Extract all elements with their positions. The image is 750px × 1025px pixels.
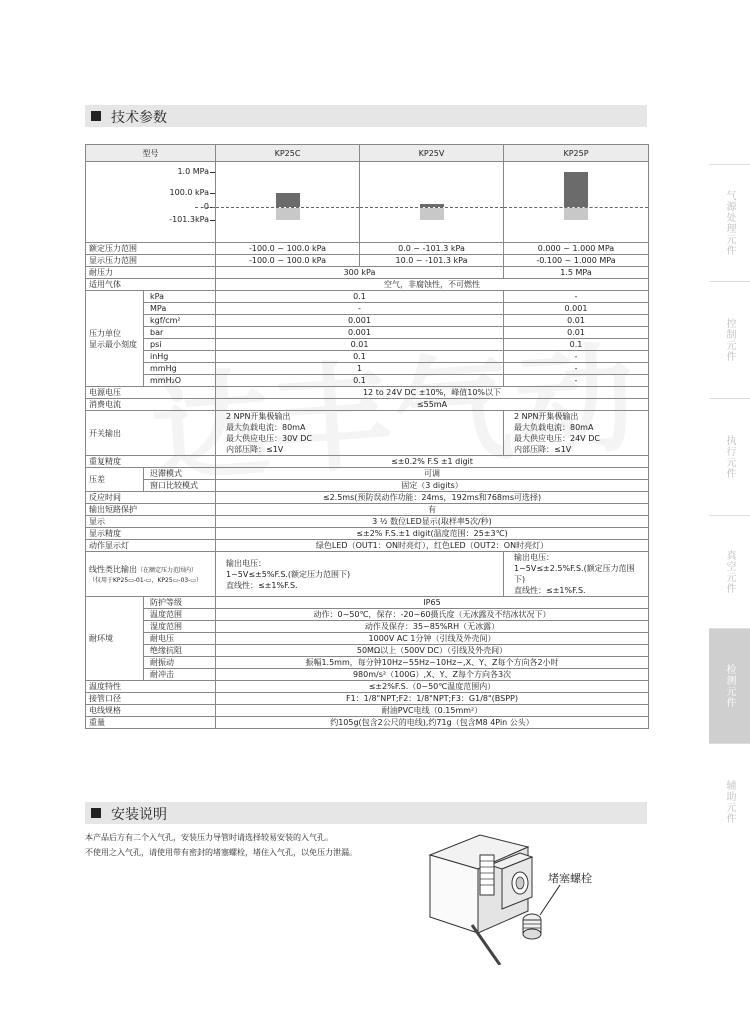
row-label: 额定压力范围: [86, 243, 216, 255]
spec-line: 直线性：≤±1%F.S.: [226, 580, 298, 590]
section-square-icon: [91, 808, 101, 818]
analog-spec-left: [216, 552, 504, 597]
row-label: 电线规格: [86, 705, 216, 717]
side-tab-label: 检测元件: [724, 664, 735, 708]
cell-value: 0.0 ~ -101.3 kPa: [360, 243, 504, 255]
analog-label-note: （在额定压力范围内）: [137, 566, 198, 574]
cell-value: ≤55mA: [216, 399, 649, 411]
cell-value: 3 ½ 数位LED显示(取样率5次/秒): [216, 516, 649, 528]
table-row: [86, 492, 649, 504]
unit-name: kPa: [144, 291, 216, 303]
sub-label: 窗口比较模式: [144, 480, 216, 492]
table-row: [86, 267, 649, 279]
model-header-label: 型号: [86, 145, 216, 162]
cell-value: -: [504, 291, 649, 303]
unit-name: MPa: [144, 303, 216, 315]
table-row: [86, 315, 649, 327]
cell-value: -: [504, 375, 649, 387]
cell-value: 10.0 ~ -101.3 kPa: [360, 255, 504, 267]
axis-label: 100.0 kPa: [169, 188, 209, 197]
cell-value: 1000V AC 1分钟（引线及外壳间）: [216, 633, 649, 645]
sub-label: 温度范围: [144, 609, 216, 621]
callout-line: [540, 885, 560, 915]
row-label: 重量: [86, 717, 216, 729]
row-label: [86, 291, 144, 387]
cell-value: ≤2.5ms(预防误动作功能：24ms，192ms和768ms可选择): [216, 492, 649, 504]
cell-value: 动作：0~50℃，保存：-20~60摄氏度（无冰露及不结冰状况下）: [216, 609, 649, 621]
zero-dashed-line: [195, 207, 215, 208]
cell-value: 固定（3 digits）: [216, 480, 649, 492]
cell-value: 0.01: [216, 339, 504, 351]
table-row: [86, 609, 649, 621]
positive-range-bar: [564, 172, 588, 207]
plug-screw-label: 堵塞螺栓: [548, 872, 592, 885]
table-row: [86, 399, 649, 411]
cell-value: 12 to 24V DC ±10%，峰值10%以下: [216, 387, 649, 399]
cell-value: 空气，非腐蚀性，不可燃性: [216, 279, 649, 291]
side-tab-label: 气源处理元件: [724, 190, 735, 256]
cell-value: F1：1/8"NPT;F2：1/8"NPT;F3：G1/8"(BSPP): [216, 693, 649, 705]
table-row: [86, 645, 649, 657]
side-tab-label: 执行元件: [724, 435, 735, 479]
model-name: KP25P: [504, 145, 649, 162]
sub-label: 绝缘抗阻: [144, 645, 216, 657]
spec-line: 1~5V≤±5%F.S.(额定压力范围下): [226, 569, 351, 579]
install-line: 不使用之入气孔，请使用带有密封的堵塞螺栓，堵住入气孔，以免压力泄漏。: [85, 848, 357, 857]
cell-value: 0.000 ~ 1.000 MPa: [504, 243, 649, 255]
unit-name: mmHg: [144, 363, 216, 375]
row-label: 输出短路保护: [86, 504, 216, 516]
cell-value: 0.01: [504, 315, 649, 327]
sub-label: 迟滞模式: [144, 468, 216, 480]
negative-range-bar: [564, 208, 588, 220]
install-section-title: 安装说明: [111, 807, 167, 823]
unit-label-line: 显示最小刻度: [89, 339, 137, 349]
cell-value: 50MΩ以上（500V DC）（引线及外壳间）: [216, 645, 649, 657]
switch-output-spec-right: [504, 411, 649, 456]
install-section-header: [85, 802, 647, 824]
row-label: 耐压力: [86, 267, 216, 279]
analog-label-main: 线性类比输出: [89, 564, 137, 574]
cell-value: ≤±2% F.S.±1 digit(温度范围：25±3℃): [216, 528, 649, 540]
side-tab-actuator[interactable]: [709, 398, 750, 515]
axis-tick: [210, 220, 216, 221]
table-row: [86, 633, 649, 645]
axis-tick: [210, 193, 216, 194]
spec-line: 2 NPN开集极输出: [514, 412, 579, 421]
axis-tick: [210, 172, 216, 173]
spec-line: 最大供应电压：30V DC: [226, 434, 312, 443]
unit-name: psi: [144, 339, 216, 351]
cell-value: 0.001: [216, 315, 504, 327]
side-tab-label: 真空元件: [724, 550, 735, 594]
switch-output-spec-left: [216, 411, 504, 456]
cell-value: 约105g(包含2公尺的电线),约71g（包含M8 4Pin 公头）: [216, 717, 649, 729]
spec-line: 2 NPN开集极输出: [226, 412, 291, 421]
cell-value: 0.001: [504, 303, 649, 315]
cell-value: 耐油PVC电线（0.15mm²）: [216, 705, 649, 717]
table-row: [86, 621, 649, 633]
table-row: [86, 693, 649, 705]
cell-value: 振幅1.5mm，每分钟10Hz~55Hz~10Hz~,X、Y、Z每个方向各2小时: [216, 657, 649, 669]
side-tab-control[interactable]: [709, 281, 750, 398]
table-row: [86, 363, 649, 375]
cell-value: 0.1: [504, 339, 649, 351]
cell-value: 有: [216, 504, 649, 516]
cell-value: -0.100 ~ 1.000 MPa: [504, 255, 649, 267]
tech-section-title: 技术参数: [111, 110, 167, 126]
model-name: KP25C: [216, 145, 360, 162]
cell-value: ≤±2%F.S.（0~50℃温度范围内）: [216, 681, 649, 693]
row-label: 接管口径: [86, 693, 216, 705]
sub-label: 湿度范围: [144, 621, 216, 633]
table-row: [86, 468, 649, 480]
row-label: 动作显示灯: [86, 540, 216, 552]
spec-line: 最大负载电流：80mA: [514, 423, 594, 432]
cell-value: 1.5 MPa: [504, 267, 649, 279]
table-row: [86, 243, 649, 255]
table-row: [86, 657, 649, 669]
row-label: [86, 552, 216, 597]
table-row: [86, 669, 649, 681]
range-bar-kp25v: [360, 162, 504, 243]
analog-label-note2: （仅用于KP25▭-01-▭，KP25▭-03-▭）: [89, 576, 202, 584]
row-label: 电源电压: [86, 387, 216, 399]
row-label: 压差: [86, 468, 144, 492]
cell-value: 0.1: [216, 351, 504, 363]
table-row: [86, 291, 649, 303]
positive-range-bar: [276, 193, 300, 207]
table-row: [86, 705, 649, 717]
sensor-body-front: [430, 855, 478, 933]
sub-label: 耐电压: [144, 633, 216, 645]
cell-value: 0.1: [216, 291, 504, 303]
table-row: [86, 303, 649, 315]
cell-value: 0.01: [504, 327, 649, 339]
positive-range-bar: [420, 204, 444, 207]
range-chart-row: [86, 162, 649, 243]
install-line: 本产品后方有二个入气孔，安装压力导管时请选择较易安装的入气孔。: [85, 833, 333, 842]
axis-label: 0: [203, 202, 209, 211]
table-row: [86, 597, 649, 609]
table-row: [86, 540, 649, 552]
inlet-port-hole: [516, 877, 524, 889]
unit-name: bar: [144, 327, 216, 339]
row-label: 反应时间: [86, 492, 216, 504]
cell-value: 绿色LED（OUT1：ON时亮灯），红色LED（OUT2：ON时亮灯）: [216, 540, 649, 552]
spec-line: 输出电压：: [514, 553, 554, 562]
axis-label: 1.0 MPa: [177, 167, 209, 176]
table-row: [86, 411, 649, 456]
cell-value: -100.0 ~ 100.0 kPa: [216, 255, 360, 267]
model-name: KP25V: [360, 145, 504, 162]
sub-label: 耐振动: [144, 657, 216, 669]
table-row: [86, 681, 649, 693]
row-label: 耐环境: [86, 597, 144, 681]
cell-value: IP65: [216, 597, 649, 609]
table-row: [86, 387, 649, 399]
cell-value: 1: [216, 363, 504, 375]
table-row: [86, 327, 649, 339]
axis-label: -101.3kPa: [169, 215, 209, 224]
row-label: 温度特性: [86, 681, 216, 693]
spec-line: 输出电压：: [226, 558, 266, 568]
unit-name: kgf/cm²: [144, 315, 216, 327]
row-label: 消费电流: [86, 399, 216, 411]
row-label: 显示: [86, 516, 216, 528]
side-tab-vacuum[interactable]: [709, 515, 750, 628]
table-row: [86, 516, 649, 528]
table-row: [86, 504, 649, 516]
cell-value: -: [504, 351, 649, 363]
table-header-row: [86, 145, 649, 162]
cell-value: 动作及保存：35~85%RH（无冰露）: [216, 621, 649, 633]
section-square-icon: [91, 111, 101, 121]
negative-range-bar: [276, 208, 300, 220]
negative-range-bar: [420, 208, 444, 220]
unit-label-line: 压力单位: [89, 328, 121, 338]
cell-value: -: [504, 363, 649, 375]
spec-table: [85, 144, 649, 729]
plug-screw-icon: [523, 914, 541, 939]
spec-line: 内部压降：≤1V: [514, 445, 572, 454]
row-label: 开关输出: [86, 411, 216, 456]
range-axis-cell: [86, 162, 216, 243]
cell-value: -: [216, 303, 504, 315]
install-instructions: [85, 830, 357, 860]
unit-name: inHg: [144, 351, 216, 363]
sensor-cable: [472, 925, 500, 965]
row-label: 显示压力范围: [86, 255, 216, 267]
table-row: [86, 339, 649, 351]
side-tab-air-treatment[interactable]: [709, 164, 750, 281]
table-row: [86, 717, 649, 729]
cell-value: 0.1: [216, 375, 504, 387]
cell-value: ≤±0.2% F.S ±1 digit: [216, 456, 649, 468]
row-label: 显示精度: [86, 528, 216, 540]
table-row: [86, 480, 649, 492]
cell-value: -100.0 ~ 100.0 kPa: [216, 243, 360, 255]
threaded-fitting: [480, 855, 494, 895]
table-row: [86, 552, 649, 597]
range-bar-kp25p: [504, 162, 649, 243]
tech-section-header: [85, 105, 647, 127]
spec-line: 直线性：≤±1%F.S.: [514, 586, 586, 595]
row-label: 适用气体: [86, 279, 216, 291]
side-tab-label: 辅助元件: [724, 780, 735, 824]
cell-value: 可调: [216, 468, 649, 480]
cell-value: 0.001: [216, 327, 504, 339]
spec-line: 最大负载电流：80mA: [226, 423, 306, 432]
analog-spec-right: [504, 552, 649, 597]
side-tab-accessory[interactable]: [709, 743, 750, 860]
cell-value: 300 kPa: [216, 267, 504, 279]
range-bar-kp25c: [216, 162, 360, 243]
spec-line: 最大供应电压：24V DC: [514, 434, 600, 443]
side-tab-label: 控制元件: [724, 318, 735, 362]
table-row: [86, 528, 649, 540]
row-label: 重复精度: [86, 456, 216, 468]
unit-name: mmH₂O: [144, 375, 216, 387]
table-row: [86, 279, 649, 291]
table-row: [86, 351, 649, 363]
cell-value: 980m/s²（100G）,X、Y、Z每个方向各3次: [216, 669, 649, 681]
sensor-illustration: [420, 825, 650, 965]
sub-label: 耐冲击: [144, 669, 216, 681]
side-tab-detection[interactable]: [709, 628, 750, 743]
sub-label: 防护等级: [144, 597, 216, 609]
table-row: [86, 456, 649, 468]
spec-line: 1~5V≤±2.5%F.S.(额定压力范围下): [514, 564, 635, 584]
spec-line: 内部压降：≤1V: [226, 445, 284, 454]
table-row: [86, 375, 649, 387]
table-row: [86, 255, 649, 267]
analog-label: [89, 564, 212, 576]
